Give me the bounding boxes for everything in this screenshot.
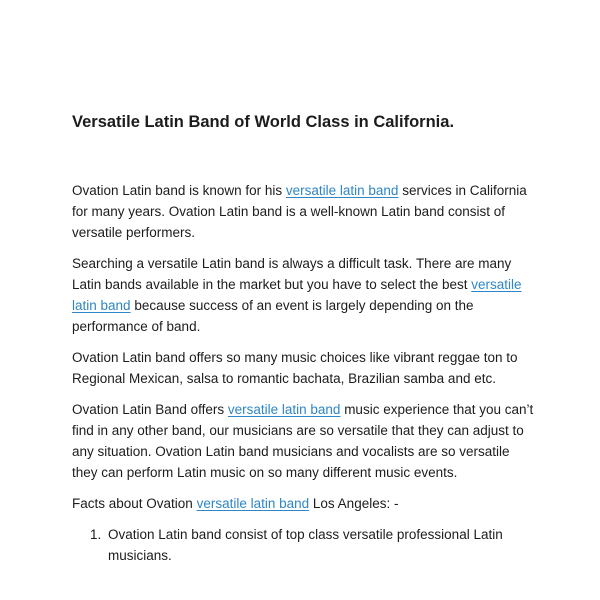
facts-list-item-1 [90,524,534,566]
facts-list [72,524,534,566]
text-run: Searching a versatile Latin band is always a difficult task. There are many Latin bands available in the market but you have to select the best [72,256,512,292]
paragraph-experience [72,399,534,483]
list-item-text [108,524,534,566]
text-run: music experience that you can’t find in any other band, our musicians are so versatile that they can adjust to any situation. Ovation Latin band musicians and vocalists are so versatile they can perform Latin music on so many different music events. [72,402,534,480]
text-run: because success of an event is largely depending on the performance of band. [72,298,474,334]
versatile-latin-band-link[interactable]: versatile latin band [285,183,399,198]
text-run: Los Angeles: - [309,496,399,511]
paragraph-searching [72,253,534,337]
text-run: Facts about Ovation [72,496,197,511]
text-run: services in California for many years. Ovation Latin band is a well-known Latin band consist of versatile performers. [72,183,527,240]
text-run: Ovation Latin Band offers [72,402,228,417]
document-title: Versatile Latin Band of World Class in California. [72,113,455,131]
paragraph-music-choices [72,347,534,389]
text-run: Ovation Latin band consist of top class versatile professional Latin musicians. [108,527,503,563]
paragraph-facts-heading [72,493,534,514]
versatile-latin-band-link[interactable]: versatile latin band [227,402,341,417]
paragraph-intro [72,180,534,243]
text-run: Ovation Latin band is known for his [72,183,286,198]
versatile-latin-band-link[interactable]: versatile latin band [72,277,522,313]
text-run: Ovation Latin band offers so many music choices like vibrant reggae ton to Regional Mexican, salsa to romantic bachata, Brazilian samba and etc. [72,350,518,386]
list-number: 1. [90,527,102,542]
versatile-latin-band-link[interactable]: versatile latin band [196,496,310,511]
